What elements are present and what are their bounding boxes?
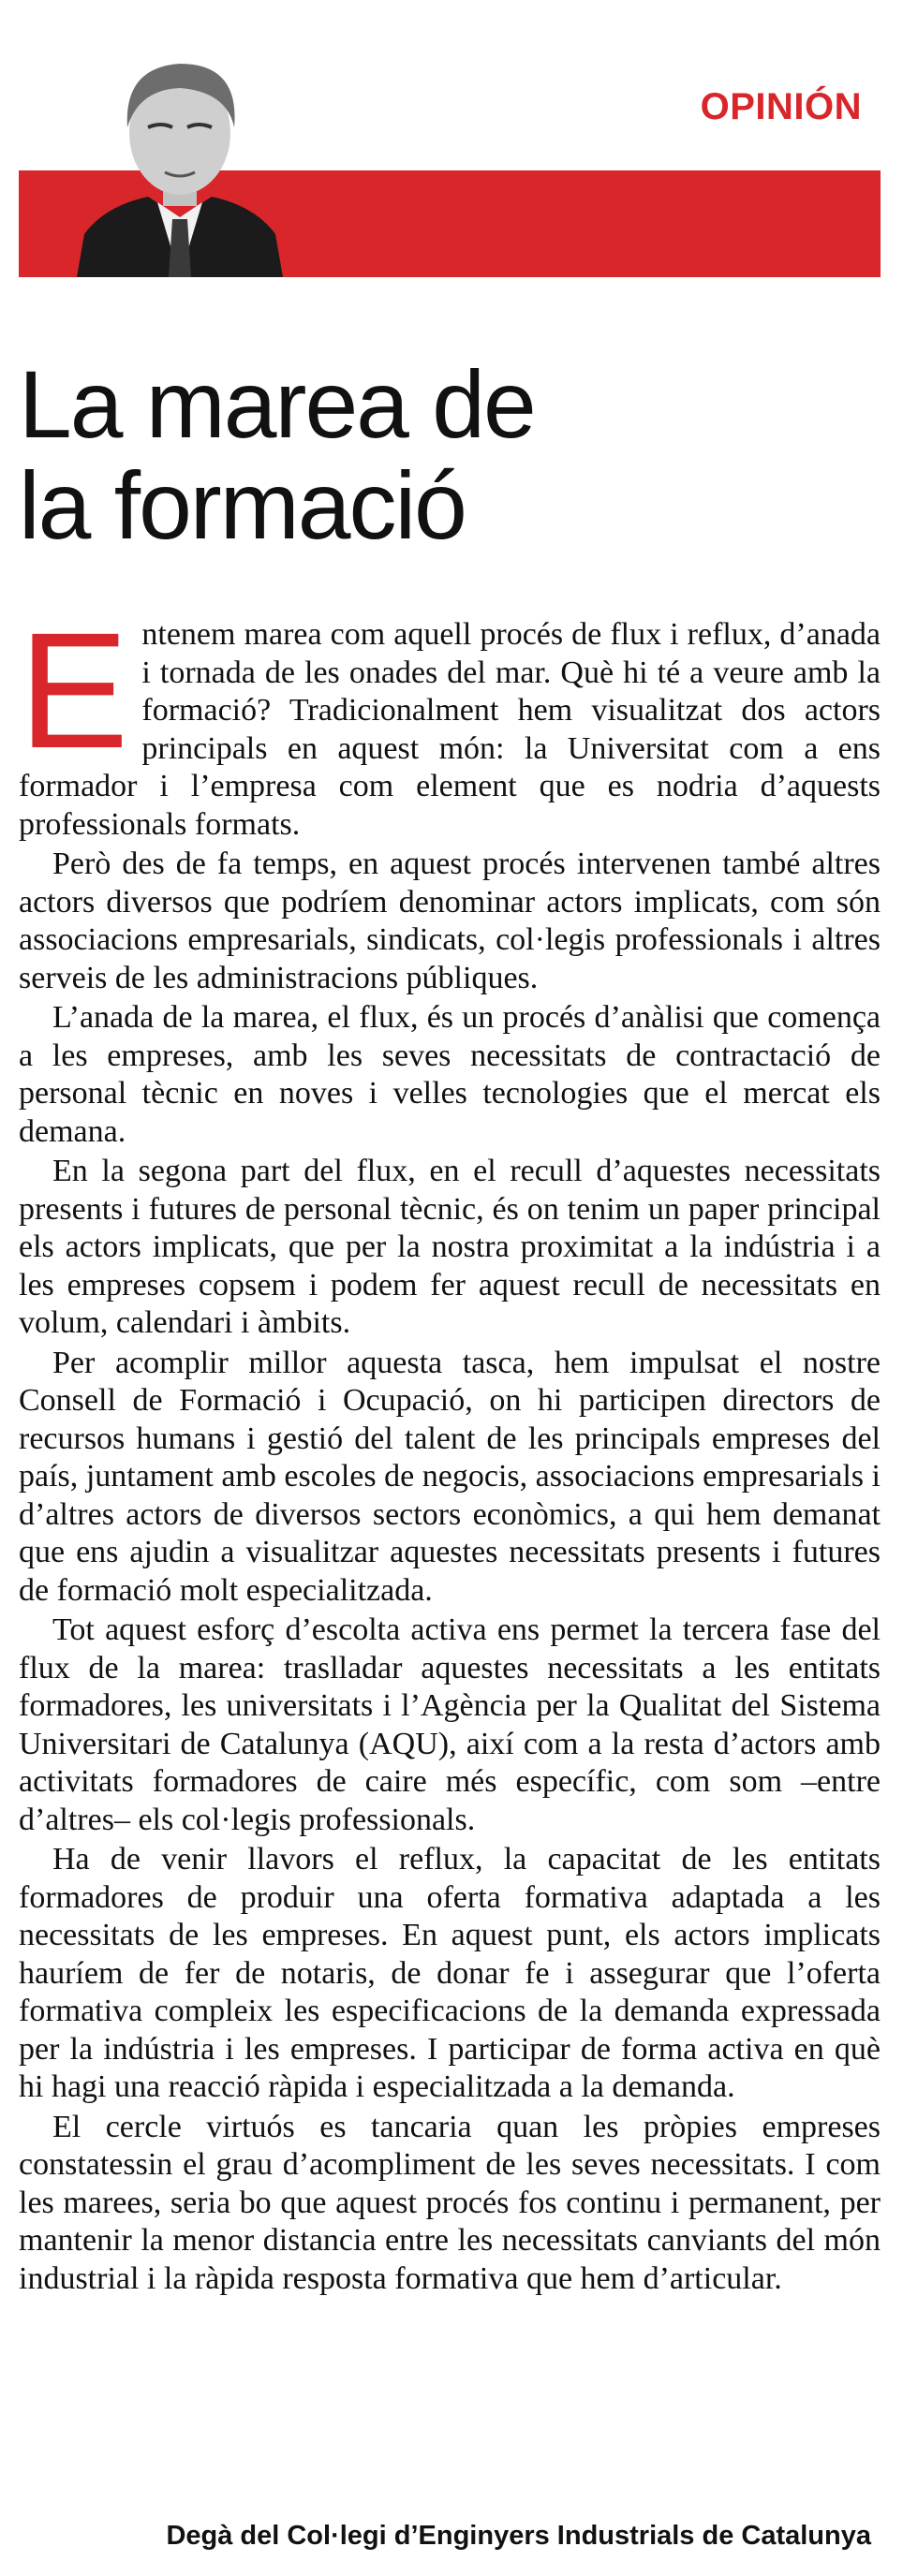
article-body (19, 599, 881, 2300)
paragraph-7: Ha de venir llavors el reflux, la capacitat de les entitats formadores de produir una oferta formativa adaptada a les necessitats de les empreses. En aquest punt, els actors implicats hauríem de fer de notaris, de donar fe i assegurar que l’oferta formativa compleix les especificacions de la demanda expressada per la indústria i les empreses. I participar de forma activa en què hi hagi una reacció ràpida i especialitzada a la demanda. (19, 1842, 881, 2104)
paragraph-8: El cercle virtuós es tancaria quan les pròpies empreses constatessin el grau d’acompliment de les seves necessitats. I com les marees, seria bo que aquest procés fos continu i permanent, per mantenir la menor distancia entre les necessitats canviants del món industrial i la ràpida resposta formativa que hem d’articular. (19, 2109, 881, 2296)
author-portrait (67, 41, 292, 277)
author-name: Josep Canós (651, 341, 862, 379)
paragraph-2: Però des de fa temps, en aquest procés intervenen també altres actors diversos que podríem denominar actors implicats, com són associacions empresarials, sindicats, col·legis professionals i altres serveis de les administracions públiques. (19, 846, 881, 995)
title-line-1: La marea de (19, 351, 535, 458)
paragraph-4: En la segona part del flux, en el recull d’aquestes necessitats presents i futures de personal tècnic, és on tenim un paper principal els actors implicats, que per la nostra proximitat a la indústria i a les empreses copsem i podem fer aquest recull de necessitats en volum, calendari i àmbits. (19, 1154, 881, 1340)
paragraph-6: Tot aquest esforç d’escolta activa ens permet la tercera fase del flux de la marea: traslladar aquestes necessitats a les entitats formadores, les universitats i l’Agència per la Qualitat del Sistema Universitari de Catalunya (AQU), així com a la resta d’actors amb activitats formadores de caire més específic, com som –entre d’altres– els col·legis professionals. (19, 1612, 881, 1837)
paragraph-1: Entenem marea com aquell procés de flux i reflux, d’anada i tornada de les onades del mar. Què hi té a veure amb la formació? Tradicionalment hem visualitzat dos actors principals en aquest món: la Universitat com a ens formador i l’empresa com element que es nodria d’aquests professionals formats. (19, 599, 881, 842)
title-line-2: la formació (19, 452, 466, 559)
paragraph-3: L’anada de la marea, el flux, és un procés d’anàlisi que comença a les empreses, amb les seves necessitats de contractació de personal tècnic en noves i velles tecnologies que el mercat els demana. (19, 1000, 881, 1149)
paragraph-5: Per acomplir millor aquesta tasca, hem impulsat el nostre Consell de Formació i Ocupació, on hi participen directors de recursos humans i gestió del talent de les principals empreses del país, juntament amb escoles de negocis, associacions empresarials i d’altres actors de diversos sectors econòmics, a qui hem demanat que ens ajudin a visualitzar aquestes necessitats presents i futures de formació molt especialitzada. (19, 1345, 881, 1608)
article-page (19, 37, 881, 2556)
section-label: OPINIÓN (700, 86, 862, 127)
drop-cap: E (19, 599, 129, 783)
author-affiliation: Degà del Col·legi d’Enginyers Industrials de Catalunya (166, 2521, 871, 2551)
article-title (19, 351, 881, 559)
